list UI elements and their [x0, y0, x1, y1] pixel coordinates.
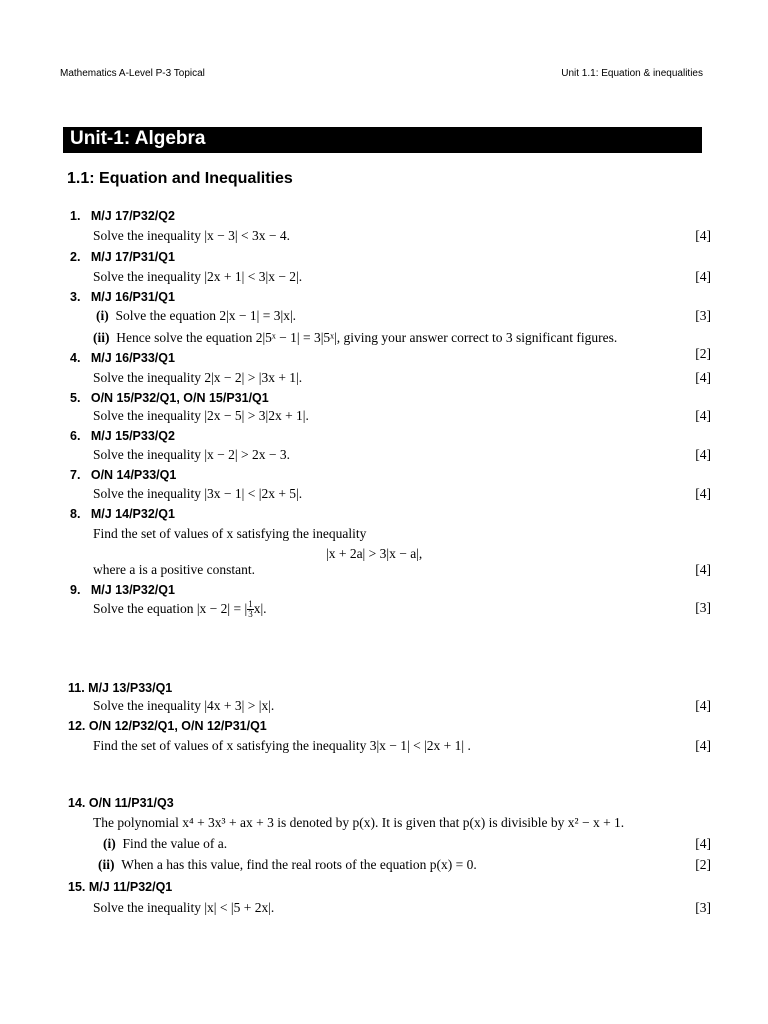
question-12-marks: [4] — [695, 738, 711, 753]
question-12-header: 12. O/N 12/P32/Q1, O/N 12/P31/Q1 — [68, 719, 267, 733]
question-7-text: Solve the inequality |3x − 1| < |2x + 5|. — [93, 486, 303, 501]
question-7-marks: [4] — [695, 486, 711, 501]
question-14-part-i: (i) Find the value of a. — [103, 836, 228, 851]
question-3-part-ii: (ii) Hence solve the equation 2|5ˣ − 1| = 3|5ˣ|, giving your answer correct to 3 significant figures. — [93, 330, 618, 345]
header-right: Unit 1.1: Equation & inequalities — [561, 68, 703, 79]
question-12-text: Find the set of values of x satisfying the inequality 3|x − 1| < |2x + 1| . — [93, 738, 471, 753]
question-7-header: 7. O/N 14/P33/Q1 — [70, 468, 177, 482]
question-11-header: 11. M/J 13/P33/Q1 — [68, 681, 173, 695]
question-4-marks: [4] — [695, 370, 711, 385]
question-3-part-ii-marks: [2] — [695, 346, 711, 361]
question-1-header: 1. M/J 17/P32/Q2 — [70, 209, 175, 223]
question-14-header: 14. O/N 11/P31/Q3 — [68, 796, 174, 810]
question-15-text: Solve the inequality |x| < |5 + 2x|. — [93, 900, 275, 915]
question-3-header: 3. M/J 16/P31/Q1 — [70, 290, 175, 304]
question-2-header: 2. M/J 17/P31/Q1 — [70, 250, 175, 264]
question-8-display: |x + 2a| > 3|x − a|, — [326, 546, 423, 561]
question-5-header: 5. O/N 15/P32/Q1, O/N 15/P31/Q1 — [70, 391, 269, 405]
question-14-part-ii-marks: [2] — [695, 857, 711, 872]
question-14-part-i-marks: [4] — [695, 836, 711, 851]
question-5-text: Solve the inequality |2x − 5| > 3|2x + 1|. — [93, 408, 309, 423]
question-15-header: 15. M/J 11/P32/Q1 — [68, 880, 173, 894]
question-6-header: 6. M/J 15/P33/Q2 — [70, 429, 175, 443]
question-4-text: Solve the inequality 2|x − 2| > |3x + 1|. — [93, 370, 303, 385]
question-3-part-i-marks: [3] — [695, 308, 711, 323]
question-11-marks: [4] — [695, 698, 711, 713]
header-left: Mathematics A-Level P-3 Topical — [60, 68, 205, 79]
fraction: $\frac{1}{3}$ — [248, 599, 253, 619]
question-6-text: Solve the inequality |x − 2| > 2x − 3. — [93, 447, 290, 462]
unit-title-bar — [63, 127, 702, 153]
unit-title: Unit-1: Algebra — [70, 128, 206, 149]
question-11-text: Solve the inequality |4x + 3| > |x|. — [93, 698, 275, 713]
section-title: 1.1: Equation and Inequalities — [67, 170, 293, 187]
question-1-text: Solve the inequality |x − 3| < 3x − 4. — [93, 228, 290, 243]
question-5-marks: [4] — [695, 408, 711, 423]
question-9-text: Solve the equation |x − 2| = | $\frac{1}{3}$ x|. — [93, 599, 267, 619]
question-2-marks: [4] — [695, 269, 711, 284]
question-14-text: The polynomial x⁴ + 3x³ + ax + 3 is denoted by p(x). It is given that p(x) is divisible by x² − x + 1. — [93, 815, 625, 830]
question-8-marks: [4] — [695, 562, 711, 577]
question-14-part-ii: (ii) When a has this value, find the real roots of the equation p(x) = 0. — [98, 857, 477, 872]
question-9-header: 9. M/J 13/P32/Q1 — [70, 583, 175, 597]
question-2-text: Solve the inequality |2x + 1| < 3|x − 2|. — [93, 269, 303, 284]
question-8-text: Find the set of values of x satisfying the inequality — [93, 526, 367, 541]
question-6-marks: [4] — [695, 447, 711, 462]
question-1-marks: [4] — [695, 228, 711, 243]
question-8-text2: where a is a positive constant. — [93, 562, 255, 577]
question-9-marks: [3] — [695, 600, 711, 615]
question-3-part-i: (i) Solve the equation 2|x − 1| = 3|x|. — [96, 308, 297, 323]
question-15-marks: [3] — [695, 900, 711, 915]
question-8-header: 8. M/J 14/P32/Q1 — [70, 507, 175, 521]
question-4-header: 4. M/J 16/P33/Q1 — [70, 351, 175, 365]
